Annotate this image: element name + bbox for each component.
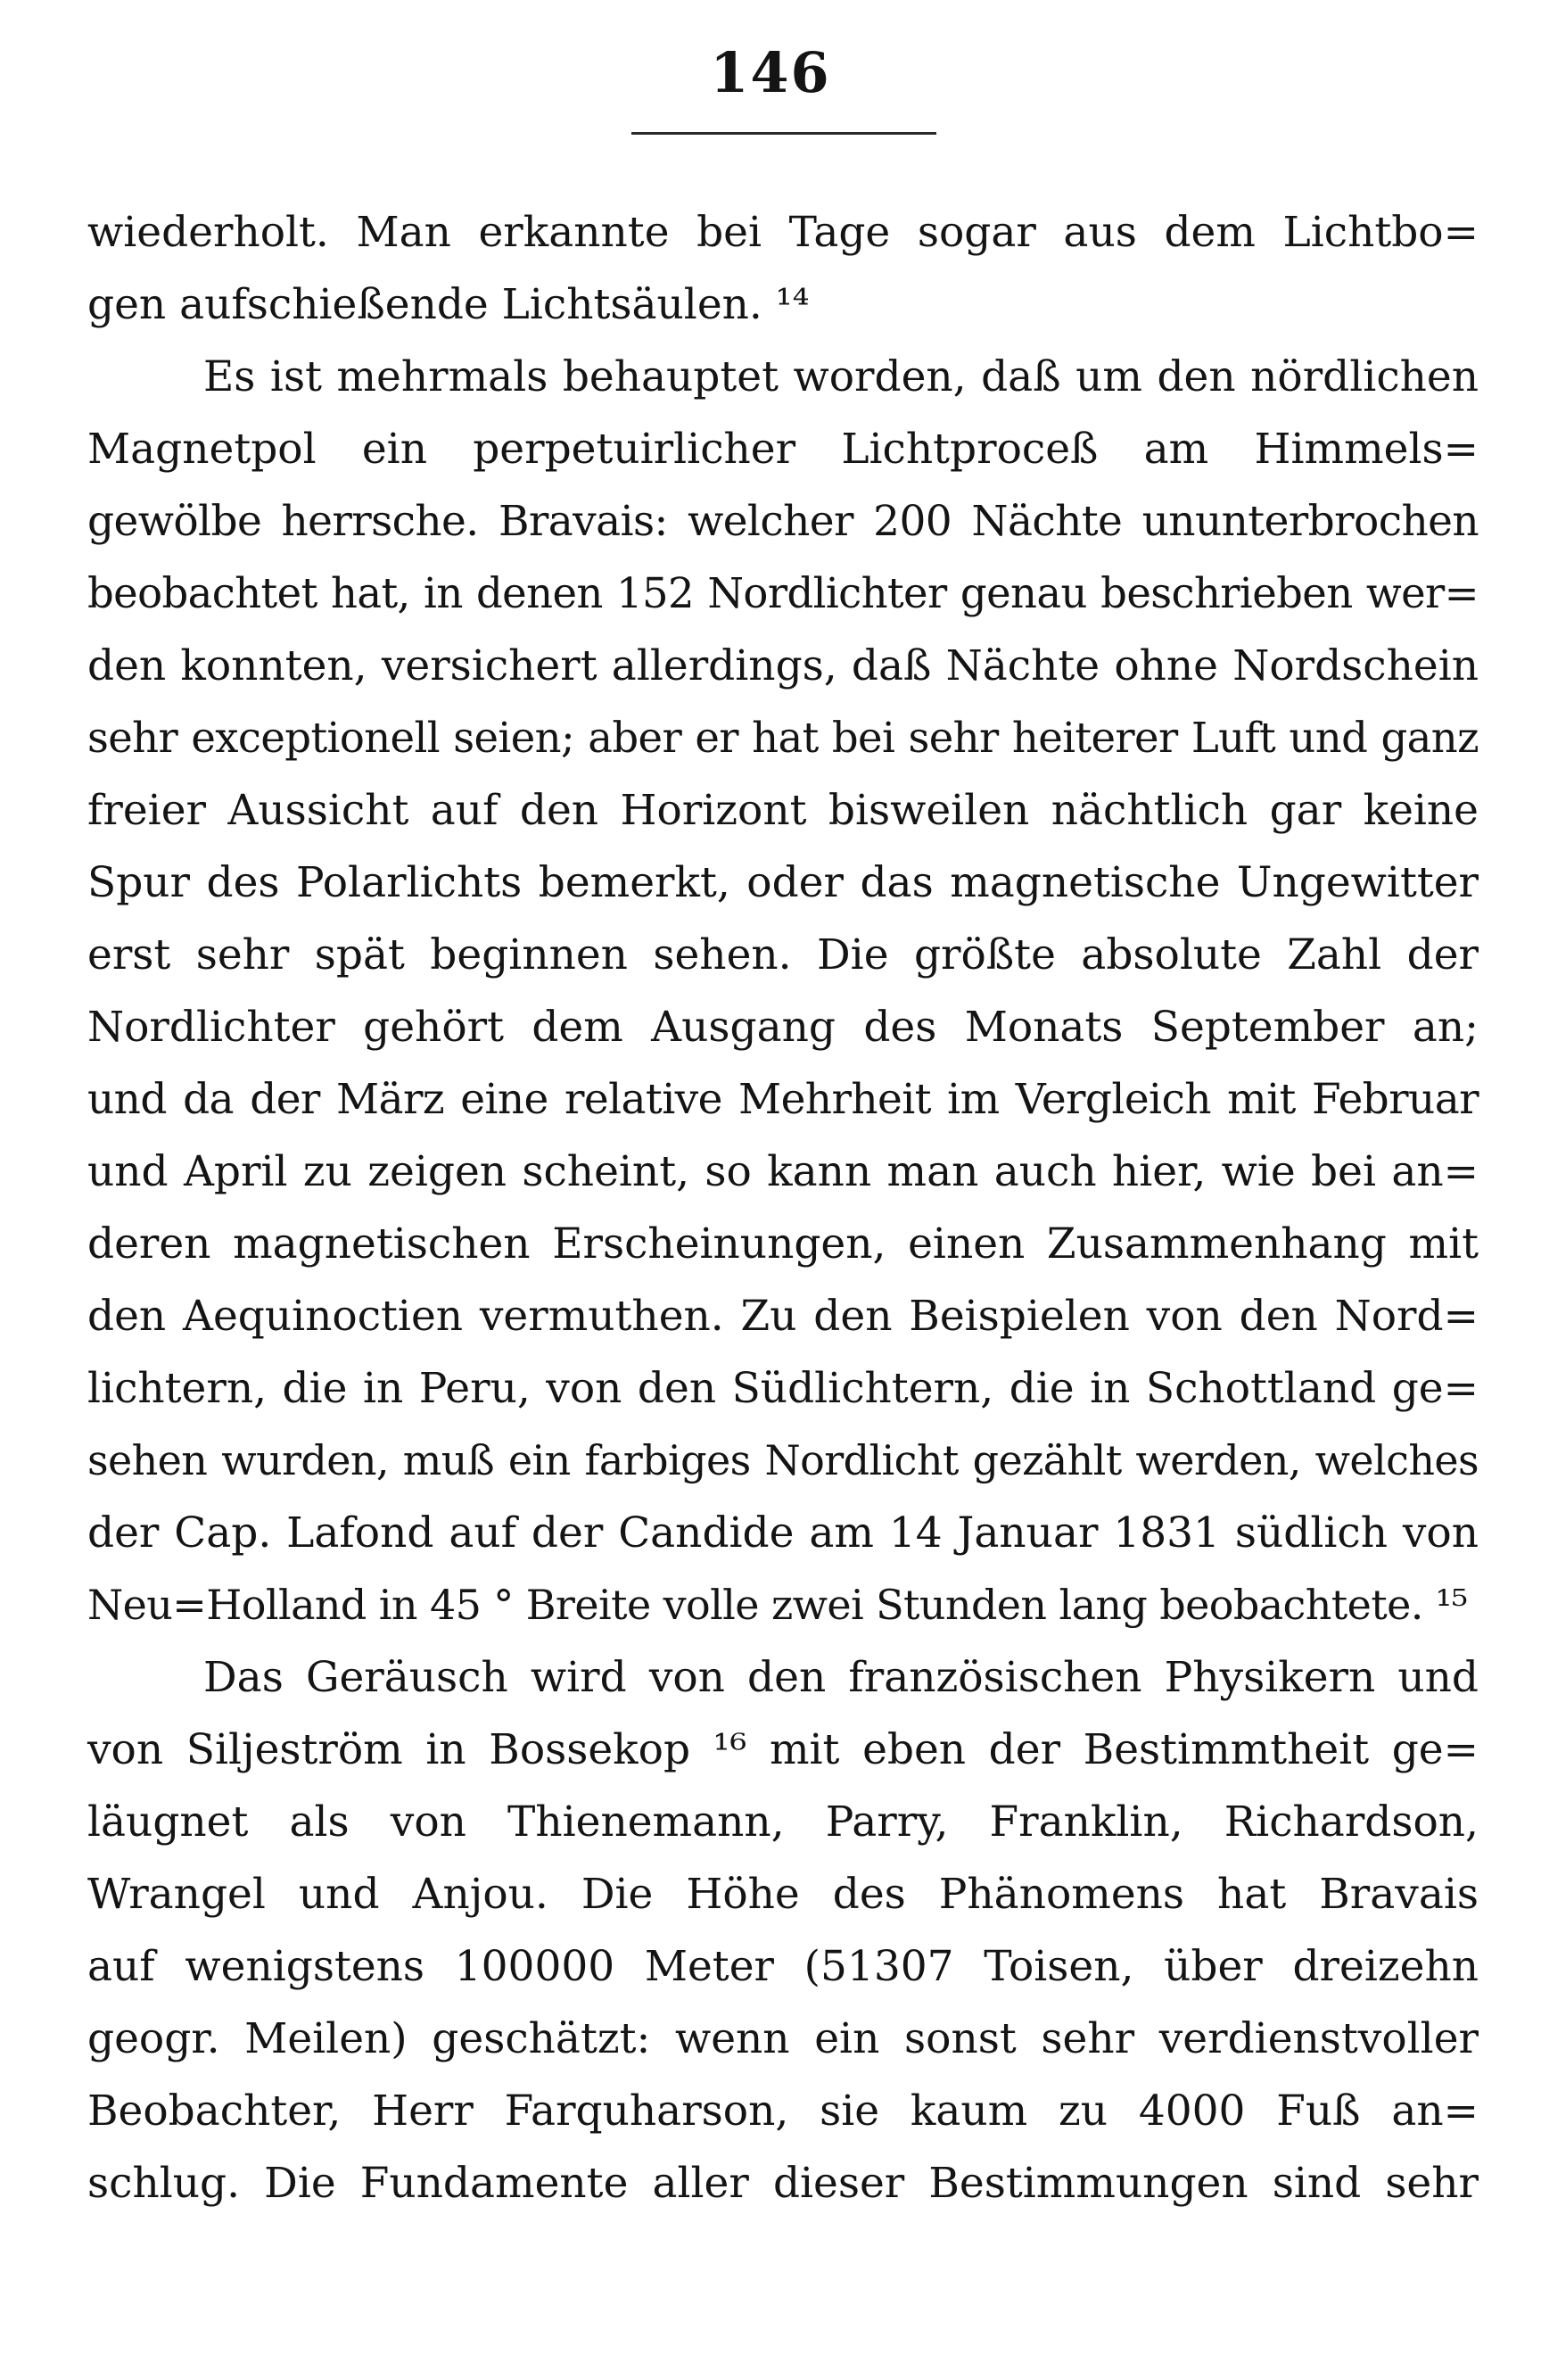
text-line: den Aequinoctien vermuthen. Zu den Beispielen von den Nord= [87, 1292, 1479, 1341]
text-line: Magnetpol ein perpetuirlicher Lichtproceß am Himmels= [87, 425, 1479, 474]
page-number: 146 [710, 40, 831, 105]
text-line: Das Geräusch wird von den französischen Physikern und [203, 1653, 1479, 1702]
text-line: und da der März eine relative Mehrheit im Vergleich mit Februar [87, 1075, 1479, 1124]
text-line: freier Aussicht auf den Horizont bisweilen nächtlich gar keine [87, 786, 1479, 835]
text-line: Es ist mehrmals behauptet worden, daß um den nördlichen [203, 352, 1479, 401]
text-line: sehr exceptionell seien; aber er hat bei sehr heiterer Luft und ganz [87, 714, 1479, 762]
text-line: auf wenigstens 100000 Meter (51307 Toisen, über dreizehn [87, 1942, 1479, 1991]
text-line: erst sehr spät beginnen sehen. Die größte absolute Zahl der [87, 930, 1479, 979]
text-line: beobachtet hat, in denen 152 Nordlichter genau beschrieben wer= [87, 569, 1479, 617]
text-line: läugnet als von Thienemann, Parry, Franklin, Richardson, [87, 1797, 1479, 1847]
text-line: geogr. Meilen) geschätzt: wenn ein sonst sehr verdienstvoller [87, 2014, 1479, 2063]
text-line: Neu=Holland in 45 ° Breite volle zwei Stunden lang beobachtete. ¹⁵ [87, 1581, 1468, 1629]
text-line: Spur des Polarlichts bemerkt, oder das magnetische Ungewitter [87, 858, 1479, 907]
text-line: wiederholt. Man erkannte bei Tage sogar aus dem Lichtbo= [87, 208, 1479, 257]
text-line: sehen wurden, muß ein farbiges Nordlicht gezählt werden, welches [87, 1436, 1479, 1484]
text-line: von Siljeström in Bossekop ¹⁶ mit eben der Bestimmtheit ge= [87, 1725, 1479, 1774]
text-line: den konnten, versichert allerdings, daß Nächte ohne Nordschein [87, 641, 1479, 690]
text-line: schlug. Die Fundamente aller dieser Bestimmungen sind sehr [87, 2159, 1479, 2208]
header-rule [631, 132, 936, 135]
text-line: Beobachter, Herr Farquharson, sie kaum zu 4000 Fuß an= [87, 2087, 1479, 2136]
text-line: Wrangel und Anjou. Die Höhe des Phänomens hat Bravais [87, 1870, 1479, 1919]
text-line: Nordlichter gehört dem Ausgang des Monats September an; [87, 1003, 1479, 1052]
text-line: gewölbe herrsche. Bravais: welcher 200 Nächte ununterbrochen [87, 497, 1479, 546]
body-text [87, 196, 1479, 2219]
text-line: deren magnetischen Erscheinungen, einen Zusammenhang mit [87, 1219, 1479, 1269]
text-line: lichtern, die in Peru, von den Südlichtern, die in Schottland ge= [87, 1364, 1479, 1413]
text-line: und April zu zeigen scheint, so kann man auch hier, wie bei an= [87, 1147, 1479, 1196]
text-line: gen aufschießende Lichtsäulen. ¹⁴ [87, 280, 810, 329]
text-line: der Cap. Lafond auf der Candide am 14 Januar 1831 südlich von [87, 1508, 1479, 1558]
